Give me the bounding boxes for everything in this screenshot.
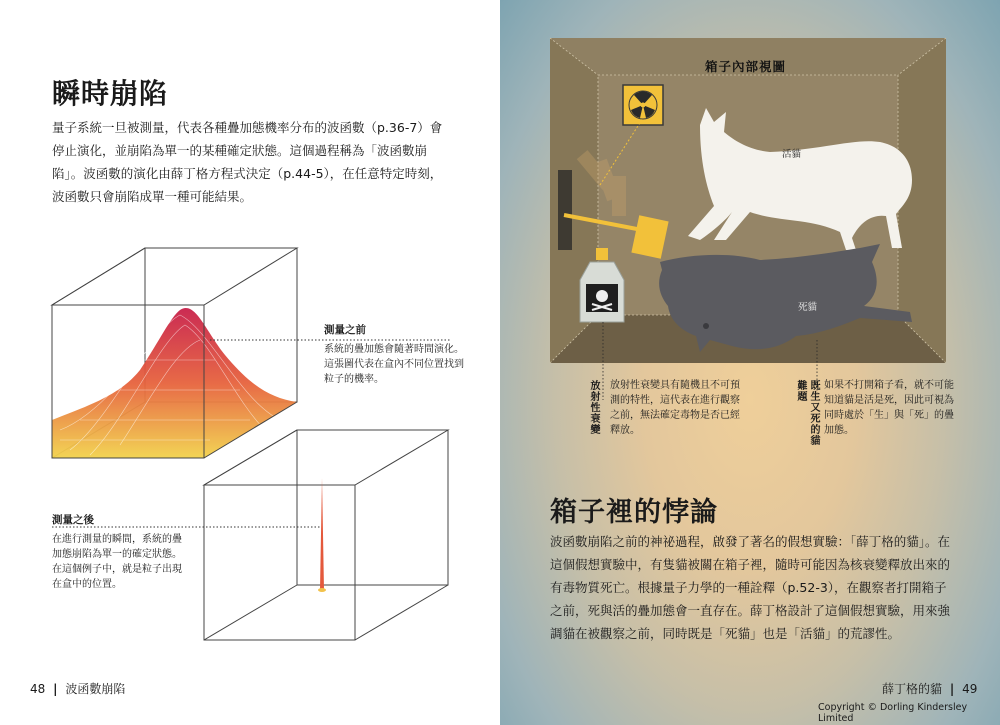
after-text: 在進行測量的瞬間，系統的疊加態崩陷為單一的確定狀態。在這個例子中，就是粒子出現在盒中的位置。: [52, 534, 182, 590]
alive-cat-label: 活貓: [782, 149, 802, 160]
dead-cat-label: 死貓: [798, 302, 818, 313]
intro-paragraph: 量子系統一旦被測量，代表各種疊加態機率分布的波函數（p.36-7）會停止演化，並崩陷為單一的某種確定狀態。這個過程稱為「波函數崩陷」。波函數的演化由薛丁格方程式決定（p.44-5），在任意特定時刻，波函數只會崩陷成單一種可能結果。: [52, 120, 443, 204]
box-title: 箱子內部視圖: [705, 59, 787, 74]
right-footer: 薛丁格的貓 | 49: [882, 682, 978, 696]
section-title: 箱子裡的悖論: [550, 497, 718, 528]
collapsed-spike: [320, 478, 324, 590]
after-caption: [52, 513, 190, 592]
paradox-vertical-label: 既生又死的貓難題: [795, 380, 819, 446]
paradox-paragraph: 波函數崩陷之前的神祕過程，啟發了著名的假想實驗：「薛丁格的貓」。在這個假想實驗中，有隻貓被關在箱子裡，隨時可能因為核衰變釋放出來的有毒物質死亡。根據量子力學的一種詮釋（p.52-3），在觀察者打開箱子之前，死與活的疊加態會一直存在。薛丁格設計了這個假想實驗，用來強調貓在被觀察之前，同時既是「死貓」也是「活貓」的荒謬性。: [550, 534, 951, 641]
section-left: 波函數崩陷: [65, 682, 126, 696]
before-heading: 測量之前: [324, 324, 366, 336]
copyright: Copyright © Dorling Kindersley Limited: [818, 702, 968, 724]
after-heading: 測量之後: [52, 514, 94, 526]
page-title: 瞬時崩陷: [52, 77, 169, 110]
before-caption: [324, 323, 464, 387]
left-footer: 48 | 波函數崩陷: [30, 682, 126, 696]
before-text: 系統的疊加態會隨著時間演化。這張圖代表在盒內不同位置找到粒子的機率。: [324, 344, 464, 385]
decay-vertical-label: 放射性衰變: [588, 380, 599, 435]
page-number-right: 49: [962, 682, 978, 696]
right-page: [500, 0, 1000, 725]
section-right: 薛丁格的貓: [882, 682, 943, 696]
decay-text: 放射性衰變具有隨機且不可預測的特性，這代表在進行觀察之前，無法確定毒物是否已經釋放。: [610, 380, 740, 436]
page-number-left: 48: [30, 682, 46, 696]
paradox-text: 如果不打開箱子看，就不可能知道貓是活是死，因此可視為同時處於「生」與「死」的疊加態。: [824, 380, 954, 436]
